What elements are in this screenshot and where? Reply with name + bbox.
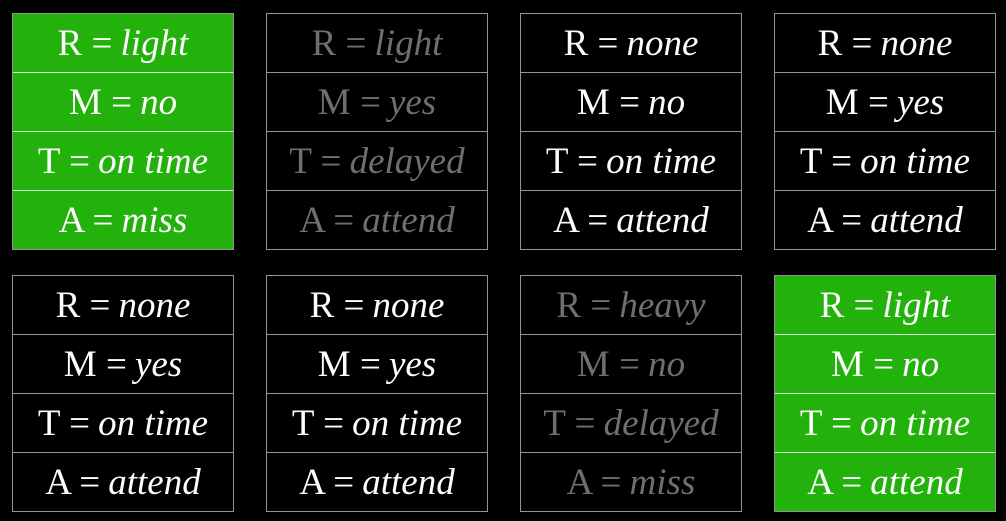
variable-label: R =: [563, 22, 619, 64]
assignment-row-rain: [521, 14, 741, 72]
assignment-card-5: [12, 275, 234, 512]
variable-value: on time: [352, 402, 463, 444]
variable-label: M =: [317, 343, 381, 385]
variable-label: T =: [799, 140, 852, 182]
assignment-card-1: [12, 13, 234, 250]
assignment-row-meeting: [775, 334, 995, 393]
assignment-row-rain: [775, 14, 995, 72]
assignment-row-traffic: [13, 131, 233, 190]
assignment-row-rain: [775, 276, 995, 334]
assignment-card-6: [266, 275, 488, 512]
variable-value: delayed: [349, 140, 465, 182]
variable-value: miss: [121, 199, 188, 241]
assignment-row-traffic: [267, 131, 487, 190]
assignment-row-attend: [267, 190, 487, 249]
variable-value: on time: [860, 140, 971, 182]
assignment-row-attend: [521, 190, 741, 249]
variable-label: M =: [63, 343, 127, 385]
variable-value: miss: [629, 461, 696, 503]
variable-label: A =: [299, 199, 355, 241]
variable-label: T =: [37, 402, 90, 444]
variable-label: M =: [576, 343, 640, 385]
assignment-row-attend: [13, 190, 233, 249]
assignment-row-rain: [13, 14, 233, 72]
variable-label: M =: [830, 343, 894, 385]
variable-label: R =: [817, 22, 873, 64]
assignment-row-traffic: [267, 393, 487, 452]
variable-label: A =: [58, 199, 114, 241]
variable-value: no: [902, 343, 940, 385]
variable-value: yes: [388, 343, 437, 385]
variable-label: M =: [825, 81, 889, 123]
variable-label: A =: [566, 461, 622, 503]
variable-value: none: [626, 22, 699, 64]
variable-label: M =: [317, 81, 381, 123]
variable-label: R =: [57, 22, 113, 64]
variable-value: attend: [362, 199, 455, 241]
variable-label: R =: [309, 284, 365, 326]
assignment-row-attend: [775, 190, 995, 249]
variable-value: on time: [98, 402, 209, 444]
variable-value: no: [140, 81, 178, 123]
assignment-row-meeting: [267, 334, 487, 393]
assignment-row-traffic: [521, 393, 741, 452]
variable-label: R =: [556, 284, 612, 326]
assignment-card-7: [520, 275, 742, 512]
variable-value: yes: [896, 81, 945, 123]
variable-value: attend: [870, 461, 963, 503]
variable-value: no: [648, 81, 686, 123]
variable-label: A =: [807, 461, 863, 503]
assignment-card-2: [266, 13, 488, 250]
variable-value: yes: [134, 343, 183, 385]
variable-label: A =: [299, 461, 355, 503]
variable-value: on time: [98, 140, 209, 182]
variable-value: none: [880, 22, 953, 64]
assignment-row-traffic: [775, 131, 995, 190]
variable-label: M =: [68, 81, 132, 123]
assignment-row-attend: [267, 452, 487, 511]
variable-value: heavy: [619, 284, 706, 326]
variable-value: none: [118, 284, 191, 326]
assignment-row-rain: [13, 276, 233, 334]
variable-value: on time: [860, 402, 971, 444]
assignment-row-attend: [521, 452, 741, 511]
assignment-row-meeting: [267, 72, 487, 131]
variable-label: T =: [37, 140, 90, 182]
assignment-card-3: [520, 13, 742, 250]
assignment-row-rain: [521, 276, 741, 334]
variable-label: A =: [45, 461, 101, 503]
variable-label: T =: [289, 140, 342, 182]
variable-label: A =: [553, 199, 609, 241]
variable-label: R =: [311, 22, 367, 64]
variable-value: light: [882, 284, 951, 326]
variable-value: attend: [616, 199, 709, 241]
assignment-row-meeting: [521, 334, 741, 393]
variable-label: T =: [291, 402, 344, 444]
assignment-row-meeting: [13, 72, 233, 131]
variable-value: light: [374, 22, 443, 64]
variable-label: M =: [576, 81, 640, 123]
variable-value: attend: [108, 461, 201, 503]
card-row-bottom: [12, 275, 996, 512]
assignment-row-meeting: [13, 334, 233, 393]
assignment-row-meeting: [521, 72, 741, 131]
assignment-row-attend: [13, 452, 233, 511]
variable-value: none: [372, 284, 445, 326]
variable-value: no: [648, 343, 686, 385]
assignment-row-rain: [267, 14, 487, 72]
variable-label: T =: [545, 140, 598, 182]
assignment-row-traffic: [13, 393, 233, 452]
variable-label: R =: [55, 284, 111, 326]
variable-value: delayed: [603, 402, 719, 444]
variable-value: yes: [388, 81, 437, 123]
assignment-row-traffic: [775, 393, 995, 452]
assignment-row-meeting: [775, 72, 995, 131]
variable-value: attend: [870, 199, 963, 241]
assignment-row-attend: [775, 452, 995, 511]
assignment-row-rain: [267, 276, 487, 334]
variable-label: T =: [799, 402, 852, 444]
variable-value: light: [120, 22, 189, 64]
variable-value: on time: [606, 140, 717, 182]
variable-value: attend: [362, 461, 455, 503]
variable-label: A =: [807, 199, 863, 241]
variable-label: R =: [819, 284, 875, 326]
assignment-card-4: [774, 13, 996, 250]
variable-label: T =: [543, 402, 596, 444]
card-row-top: [12, 13, 996, 250]
assignment-card-8: [774, 275, 996, 512]
assignment-row-traffic: [521, 131, 741, 190]
